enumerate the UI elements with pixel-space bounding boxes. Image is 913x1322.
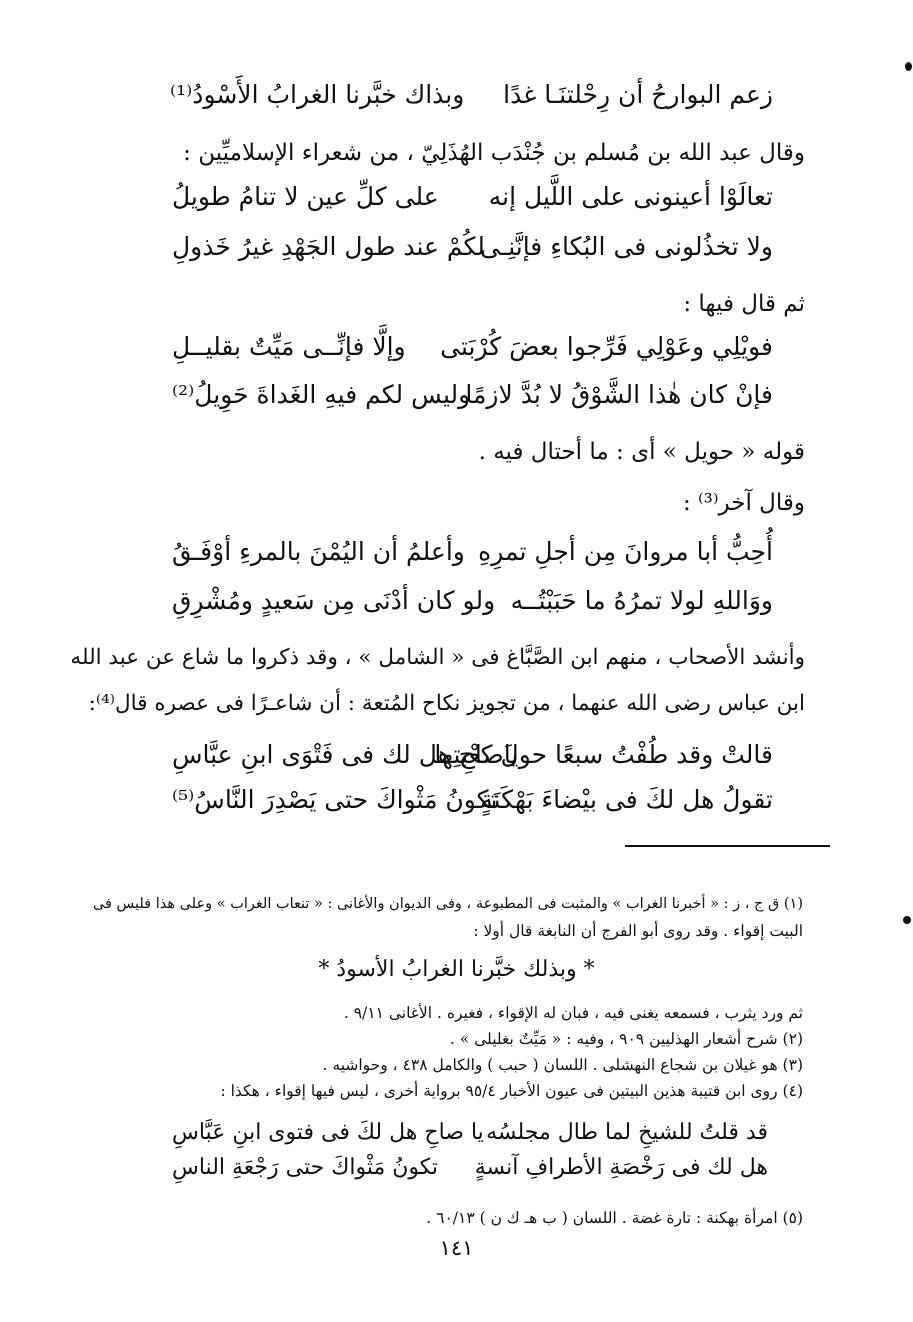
footnote-1-verse: * وبذلك خبَّرنا الغرابُ الأسودُ * xyxy=(318,957,595,982)
prose-line-4: وقال آخر⁽³⁾ : xyxy=(682,490,805,516)
prose-line-3: قوله « حويل » أى : ما أحتال فيه . xyxy=(478,439,805,465)
verse-5-first-hemistich: فإنْ كان هٰذا الشَّوْقُ لا بُدَّ لازمًا xyxy=(465,380,773,409)
verse-7-second-hemistich: ولو كان أدْنَى مِن سَعيدٍ ومُشْرِقِ xyxy=(172,586,496,615)
footnote-1-line-2: البيت إقواء . وقد روى أبو الفرج أن النابغة قال أولا : xyxy=(473,922,803,940)
footnote-1-line-1: (١) ق ج ، ز : « أخبرنا الغراب » والمثبت فى المطبوعة ، وفى الديوان والأغانى : « تنعاب الغراب » وعلى هذا فليس فى xyxy=(92,896,803,912)
verse-4-first-hemistich: فويْلِي وعَوْلِي فَرِّجوا بعضَ كُرْبَتى xyxy=(440,332,773,361)
verse-5-second-hemistich: وليس لكم فيهِ الغَداةَ حَوِيلُ⁽²⁾ xyxy=(172,380,471,409)
verse-3-first-hemistich: ولا تخذُلونى فى البُكاءِ فإنَّنِـى xyxy=(480,232,773,261)
footnote-4-verse-1-first: قد قلتُ للشيخِ لما طال مجلسُه xyxy=(486,1120,768,1145)
footnote-5: (٥) امرأة بهكنة : تارة غضة . اللسان ( ب هـ ك ن ) ٦٠/١٣ . xyxy=(426,1209,803,1227)
footnote-separator xyxy=(625,845,830,847)
verse-2-first-hemistich: تعالَوْا أعينونى على اللَّيل إنه xyxy=(488,182,773,211)
verse-6-second-hemistich: وأعلمُ أن اليُمْنَ بالمرءِ أوْفَـقُ xyxy=(172,537,465,566)
verse-8-first-hemistich: قالتْ وقد طُفْتُ سبعًا حولَ كعْبتِها xyxy=(434,740,773,769)
verse-4-second-hemistich: وإلَّا فإنِّــى مَيِّتٌ بقليــلِ xyxy=(172,332,406,361)
verse-3-second-hemistich: لكُمْ عند طول الجَهْدِ غيرُ خَذولِ xyxy=(172,232,485,261)
verse-6-first-hemistich: أُحِبُّ أبا مروانَ مِن أجلِ تمرِهِ xyxy=(478,537,773,566)
page-number: ١٤١ xyxy=(439,1236,474,1260)
verse-7-first-hemistich: ووَاللهِ لولا تمرُهُ ما حَبَبْتُــه xyxy=(510,586,773,615)
verse-8-second-hemistich: ياصاحِ هل لك فى فَتْوَى ابنِ عبَّاسِ xyxy=(172,740,519,769)
scan-mark-dot xyxy=(905,62,912,71)
verse-1-second-hemistich: وبذاك خبَّرنا الغرابُ الأَسْودُ⁽¹⁾ xyxy=(170,80,465,109)
footnote-4-verse-2-second: تكونُ مَثْواكَ حتى رَجْعَةِ الناسِ xyxy=(172,1155,439,1180)
footnote-4-verse-1-second: يا صاحِ هل لكَ فى فتوى ابنِ عَبَّاسِ xyxy=(172,1120,484,1145)
prose-line-2: ثم قال فيها : xyxy=(683,291,805,317)
footnote-2: (٢) شرح أشعار الهذليين ٩٠٩ ، وفيه : « مَيِّتٌ بغليلى » . xyxy=(449,1030,803,1048)
footnote-4-verse-2-first: هل لك فى رَخْصَةِ الأطرافِ آنسةٍ xyxy=(474,1155,768,1180)
prose-line-6: ابن عباس رضى الله عنهما ، من تجويز نكاح المُتعة : أن شاعـرًا فى عصره قال⁽⁴⁾: xyxy=(88,691,805,716)
footnote-1-line-3: ثم ورد يثرب ، فسمعه يغنى فيه ، فبان له الإقواء ، فغيره . الأغانى ٩/١١ . xyxy=(343,1004,803,1022)
scan-mark-dot xyxy=(903,916,911,924)
prose-line-5: وأنشد الأصحاب ، منهم ابن الصَّبَّاغ فى « الشامل » ، وقد ذكروا ما شاع عن عبد الله xyxy=(70,645,805,670)
footnote-3: (٣) هو غيلان بن شجاع النهشلى . اللسان ( حبب ) والكامل ٤٣٨ ، وحواشيه . xyxy=(322,1056,803,1074)
verse-9-first-hemistich: تقولُ هل لكَ فى بيْضاءَ بَهْكَنَةٍ xyxy=(480,785,773,814)
verse-1-first-hemistich: زعم البوارحُ أن رِحْلتنَـا غدًا xyxy=(503,80,773,109)
verse-9-second-hemistich: تكونُ مَثْواكَ حتى يَصْدِرَ النَّاسُ⁽⁵⁾ xyxy=(172,785,498,814)
footnote-4: (٤) روى ابن قتيبة هذين البيتين فى عيون الأخبار ٩٥/٤ برواية أخرى ، ليس فيها إقواء ، هكذا : xyxy=(220,1082,803,1100)
verse-2-second-hemistich: على كلِّ عين لا تنامُ طويلُ xyxy=(172,182,439,211)
prose-line-1: وقال عبد الله بن مُسلم بن جُنْدَب الهُذَلِيّ ، من شعراء الإسلاميِّين : xyxy=(183,140,805,166)
